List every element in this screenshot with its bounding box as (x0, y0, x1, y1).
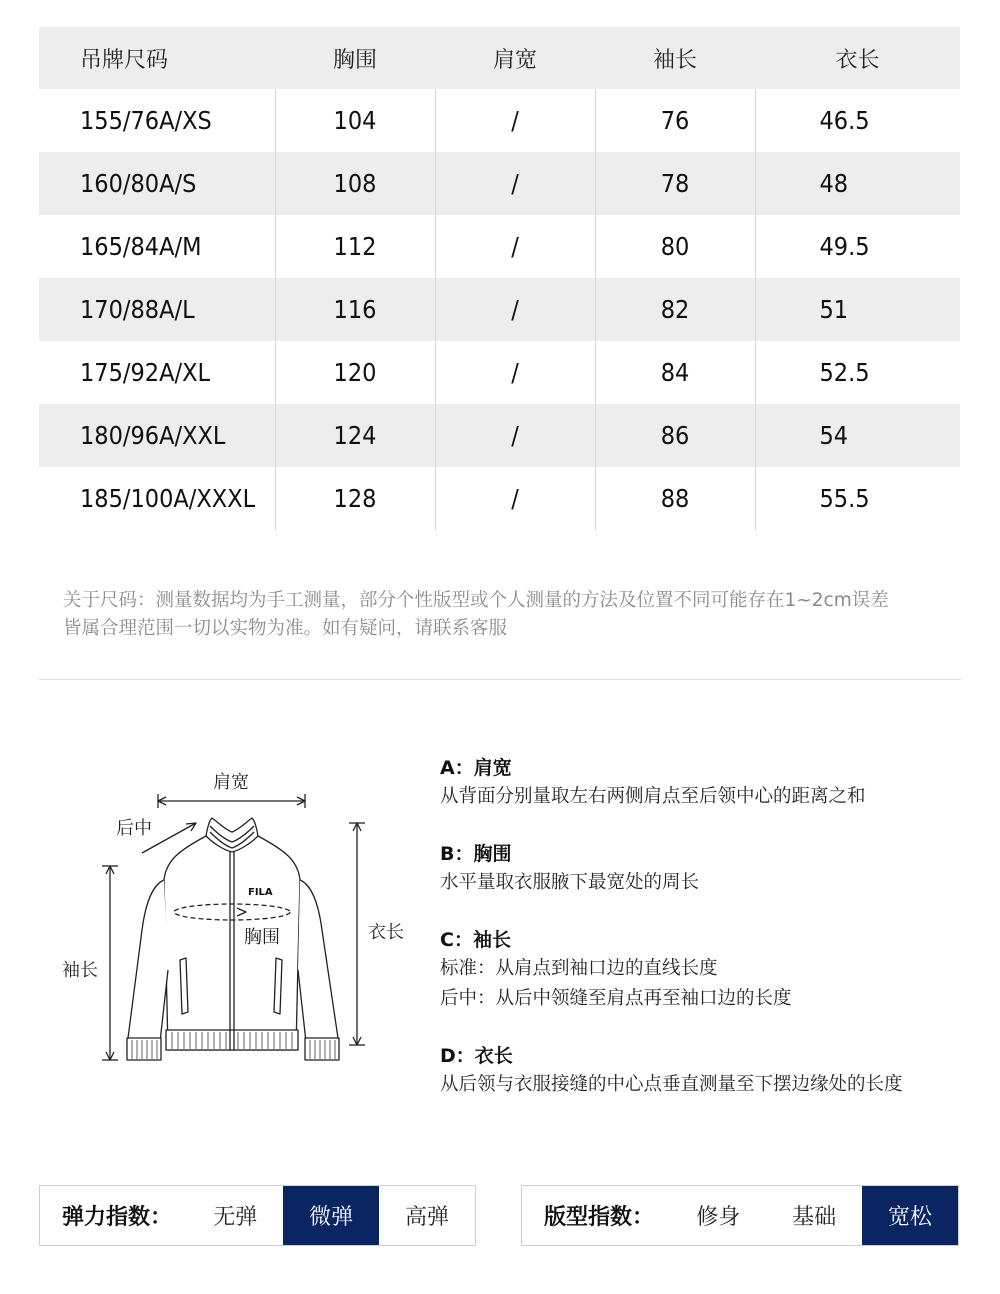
cell-sleeve: 80 (595, 215, 755, 278)
cell-sleeve: 78 (595, 152, 755, 215)
cell-chest: 120 (275, 341, 435, 404)
cell-shoulder: / (435, 404, 595, 467)
cell-sleeve: 84 (595, 341, 755, 404)
definition-length (440, 1042, 980, 1100)
cell-shoulder: / (435, 152, 595, 215)
divider (39, 679, 961, 680)
cell-size: 165/84A/M (80, 232, 202, 261)
cell-chest: 128 (275, 467, 435, 530)
elasticity-index-title: 弹力指数： (62, 1205, 173, 1230)
cell-shoulder: / (435, 341, 595, 404)
cell-length: 55.5 (755, 467, 960, 530)
elasticity-option-high: 高弹 (405, 1205, 450, 1230)
label-shoulder: 肩宽 (213, 772, 249, 793)
cell-length: 52.5 (755, 341, 960, 404)
size-table-header (39, 27, 960, 89)
cell-shoulder: / (435, 215, 595, 278)
definition-text: 从后领与衣服接缝的中心点垂直测量至下摆边缘处的长度 (440, 1074, 903, 1095)
definition-chest (440, 840, 980, 898)
label-length: 衣长 (368, 922, 404, 943)
elasticity-index (39, 1185, 476, 1246)
size-note-line: 皆属合理范围一切以实物为准。如有疑问，请联系客服 (63, 618, 508, 639)
fit-index-title: 版型指数： (544, 1205, 655, 1230)
left-sleeve (128, 880, 168, 1042)
definition-text: 标准：从肩点到袖口边的直线长度 (440, 958, 718, 979)
table-row (39, 278, 960, 341)
jacket-hem (166, 1030, 298, 1050)
label-sleeve: 袖长 (62, 960, 98, 981)
cell-chest: 104 (275, 89, 435, 152)
header-length: 衣长 (755, 27, 960, 89)
cell-sleeve: 82 (595, 278, 755, 341)
fit-option-loose: 宽松 (862, 1186, 958, 1245)
cell-shoulder: / (435, 89, 595, 152)
cell-sleeve: 86 (595, 404, 755, 467)
definition-title: C：袖长 (440, 929, 511, 951)
elasticity-option-none: 无弹 (213, 1205, 258, 1230)
fit-option-regular: 基础 (792, 1205, 837, 1230)
table-row (39, 341, 960, 404)
cell-chest: 112 (275, 215, 435, 278)
cell-length: 51 (755, 278, 960, 341)
cell-sleeve: 88 (595, 467, 755, 530)
cell-length: 46.5 (755, 89, 960, 152)
cell-size: 185/100A/XXXL (80, 484, 256, 513)
table-row (39, 404, 960, 467)
table-row (39, 467, 960, 530)
cell-size: 170/88A/L (39, 278, 275, 341)
definition-title: A：肩宽 (440, 757, 512, 779)
cell-length: 54 (755, 404, 960, 467)
header-chest: 胸围 (275, 27, 435, 89)
cell-size: 175/92A/XL (80, 358, 211, 387)
elasticity-option-slight: 微弹 (283, 1186, 379, 1245)
definition-text: 从背面分别量取左右两侧肩点至后领中心的距离之和 (440, 786, 866, 807)
header-sleeve: 袖长 (595, 27, 755, 89)
cell-size: 155/76A/XS (80, 106, 212, 135)
size-table (39, 27, 960, 530)
definition-sleeve (440, 926, 980, 1014)
table-row (39, 89, 960, 152)
measurement-definitions (440, 754, 980, 1128)
cell-length: 48 (755, 152, 960, 215)
cell-size: 160/80A/S (39, 152, 275, 215)
table-row (39, 215, 960, 278)
size-note-line: 关于尺码：测量数据均为手工测量，部分个性版型或个人测量的方法及位置不同可能存在1~2cm误差 (63, 590, 889, 611)
cell-shoulder: / (435, 467, 595, 530)
definition-text: 水平量取衣服腋下最宽处的周长 (440, 872, 700, 893)
cell-chest: 116 (275, 278, 435, 341)
label-chest: 胸围 (244, 927, 280, 948)
fila-logo: FILA (248, 887, 273, 898)
definition-text: 后中：从后中领缝至肩点再至袖口边的长度 (440, 988, 792, 1009)
cell-chest: 108 (275, 152, 435, 215)
cell-size: 180/96A/XXL (39, 404, 275, 467)
definition-title: D：衣长 (440, 1045, 513, 1067)
fit-index (521, 1185, 959, 1246)
header-size: 吊牌尺码 (39, 27, 275, 89)
definition-title: B：胸围 (440, 843, 512, 865)
fit-option-slim: 修身 (696, 1205, 741, 1230)
size-note (63, 587, 963, 643)
cell-shoulder: / (435, 278, 595, 341)
cell-chest: 124 (275, 404, 435, 467)
cell-sleeve: 76 (595, 89, 755, 152)
table-row (39, 152, 960, 215)
cell-length: 49.5 (755, 215, 960, 278)
label-back-center: 后中 (116, 818, 152, 839)
definition-shoulder (440, 754, 980, 812)
right-sleeve (298, 880, 338, 1042)
header-shoulder: 肩宽 (435, 27, 595, 89)
measurement-diagram (50, 760, 430, 1080)
